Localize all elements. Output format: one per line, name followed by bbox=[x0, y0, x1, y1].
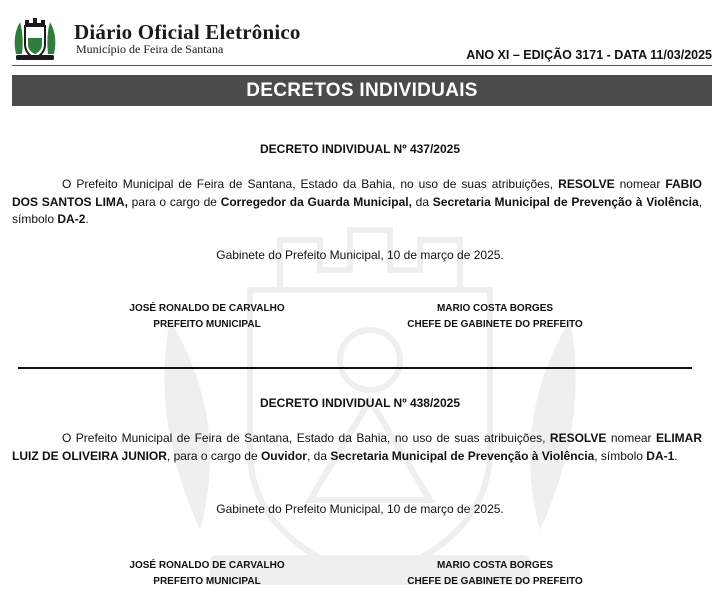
signatory-name: MARIO COSTA BORGES bbox=[436, 560, 554, 571]
decree-paragraph bbox=[12, 176, 702, 229]
signature-mayor bbox=[117, 301, 297, 332]
symbol-code: DA-2 bbox=[57, 212, 86, 226]
header-divider bbox=[12, 65, 712, 66]
section-banner: DECRETOS INDIVIDUAIS bbox=[12, 75, 712, 106]
paragraph-text: , símbolo bbox=[594, 448, 647, 463]
signatory-name: MARIO COSTA BORGES bbox=[436, 303, 554, 314]
paragraph-text: . bbox=[674, 448, 678, 463]
paragraph-text: para o cargo de bbox=[127, 194, 221, 209]
appointee-name: FABIO DOS SANTOS LIMA, bbox=[12, 177, 703, 209]
signatory-name: JOSÉ RONALDO DE CARVALHO bbox=[129, 560, 285, 571]
position-title: Corregedor da Guarda Municipal, bbox=[220, 194, 412, 209]
signatory-role: CHEFE DE GABINETE DO PREFEITO bbox=[407, 318, 583, 330]
appointee-name: ELIMAR LUIZ DE OLIVEIRA JUNIOR bbox=[12, 431, 703, 463]
paragraph-text: , símbolo bbox=[12, 194, 703, 226]
signatory-role: PREFEITO MUNICIPAL bbox=[153, 575, 261, 587]
signatory-role: PREFEITO MUNICIPAL bbox=[153, 318, 261, 330]
decree-divider bbox=[18, 367, 692, 369]
paragraph-text: , da bbox=[306, 448, 331, 463]
decree-title: DECRETO INDIVIDUAL Nº 438/2025 bbox=[259, 396, 460, 410]
municipal-coat-of-arms-icon bbox=[10, 14, 60, 62]
decree-title: DECRETO INDIVIDUAL Nº 437/2025 bbox=[259, 142, 460, 156]
signature-mayor bbox=[117, 558, 297, 589]
edition-info: ANO XI – EDIÇÃO 3171 - DATA 11/03/2025 bbox=[466, 48, 712, 62]
document-header bbox=[0, 0, 720, 70]
publication-title: Diário Oficial Eletrônico bbox=[74, 20, 301, 44]
place-date: Gabinete do Prefeito Municipal, 10 de março de 2025. bbox=[216, 502, 504, 516]
resolve-keyword: RESOLVE bbox=[549, 431, 607, 445]
signature-chief-of-staff bbox=[395, 301, 595, 332]
signatory-role: CHEFE DE GABINETE DO PREFEITO bbox=[407, 575, 583, 587]
resolve-keyword: RESOLVE bbox=[558, 177, 615, 191]
symbol-code: DA-1 bbox=[646, 448, 675, 463]
paragraph-text: nomear bbox=[606, 431, 657, 445]
paragraph-text: O Prefeito Municipal de Feira de Santana, Estado da Bahia, no uso de suas atribuições, bbox=[62, 177, 559, 191]
paragraph-text: . bbox=[85, 212, 89, 226]
paragraph-text: nomear bbox=[614, 177, 666, 191]
paragraph-text: O Prefeito Municipal de Feira de Santana, Estado da Bahia, no uso de suas atribuições, bbox=[62, 431, 550, 445]
decree-paragraph bbox=[12, 430, 702, 465]
paragraph-text: , para o cargo de bbox=[166, 448, 261, 463]
paragraph-text: da bbox=[411, 194, 433, 209]
municipality-subtitle: Município de Feira de Santana bbox=[76, 42, 224, 56]
place-date: Gabinete do Prefeito Municipal, 10 de março de 2025. bbox=[216, 248, 504, 262]
position-title: Ouvidor bbox=[260, 448, 307, 463]
signature-chief-of-staff bbox=[395, 558, 595, 589]
secretariat-name: Secretaria Municipal de Prevenção à Violência bbox=[432, 194, 699, 209]
secretariat-name: Secretaria Municipal de Prevenção à Violência bbox=[330, 448, 595, 463]
signatory-name: JOSÉ RONALDO DE CARVALHO bbox=[129, 303, 285, 314]
